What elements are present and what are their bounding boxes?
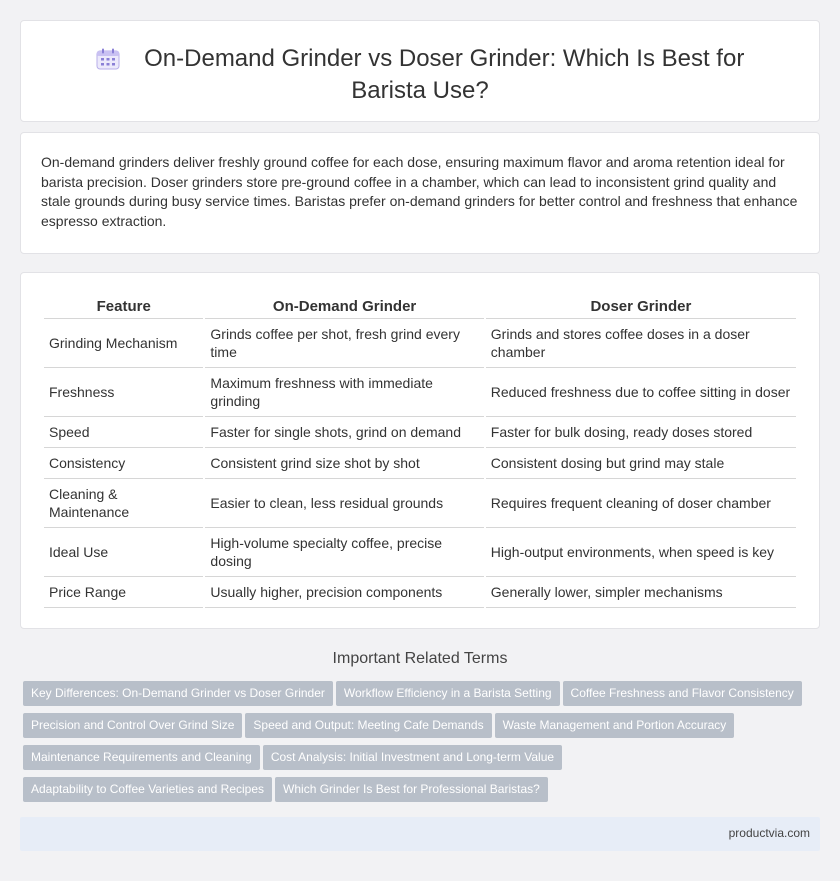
header-card bbox=[20, 20, 820, 122]
related-tag[interactable]: Workflow Efficiency in a Barista Setting bbox=[336, 681, 560, 706]
feature-cell: Freshness bbox=[44, 368, 203, 417]
feature-cell: Grinding Mechanism bbox=[44, 319, 203, 368]
doser-cell: Requires frequent cleaning of doser chamber bbox=[486, 479, 796, 528]
table-row bbox=[44, 368, 796, 417]
page-title: On-Demand Grinder vs Doser Grinder: Which Is Best for Barista Use? bbox=[144, 45, 745, 104]
title-wrap bbox=[61, 43, 779, 107]
doser-cell: Consistent dosing but grind may stale bbox=[486, 448, 796, 479]
table-header-row bbox=[44, 295, 796, 319]
header-on-demand: On-Demand Grinder bbox=[205, 295, 483, 319]
doser-cell: Generally lower, simpler mechanisms bbox=[486, 577, 796, 608]
on-demand-cell: Consistent grind size shot by shot bbox=[205, 448, 483, 479]
header-doser: Doser Grinder bbox=[486, 295, 796, 319]
feature-cell: Cleaning & Maintenance bbox=[44, 479, 203, 528]
related-tag[interactable]: Waste Management and Portion Accuracy bbox=[495, 713, 735, 738]
related-tag[interactable]: Precision and Control Over Grind Size bbox=[23, 713, 242, 738]
on-demand-cell: Easier to clean, less residual grounds bbox=[205, 479, 483, 528]
related-tag[interactable]: Adaptability to Coffee Varieties and Recipes bbox=[23, 777, 272, 802]
comparison-card bbox=[20, 272, 820, 629]
table-row bbox=[44, 417, 796, 448]
related-tag[interactable]: Speed and Output: Meeting Cafe Demands bbox=[245, 713, 491, 738]
table-row bbox=[44, 528, 796, 577]
footer-site-link[interactable]: productvia.com bbox=[728, 826, 810, 840]
feature-cell: Ideal Use bbox=[44, 528, 203, 577]
on-demand-cell: Grinds coffee per shot, fresh grind every time bbox=[205, 319, 483, 368]
feature-cell: Consistency bbox=[44, 448, 203, 479]
header-feature: Feature bbox=[44, 295, 203, 319]
related-tag[interactable]: Coffee Freshness and Flavor Consistency bbox=[563, 681, 802, 706]
table-row bbox=[44, 577, 796, 608]
table-row bbox=[44, 448, 796, 479]
comparison-table bbox=[42, 295, 798, 608]
related-terms-title: Important Related Terms bbox=[332, 650, 508, 667]
related-tag[interactable]: Maintenance Requirements and Cleaning bbox=[23, 745, 260, 770]
on-demand-cell: Usually higher, precision components bbox=[205, 577, 483, 608]
doser-cell: Grinds and stores coffee doses in a doser chamber bbox=[486, 319, 796, 368]
related-tag[interactable]: Key Differences: On-Demand Grinder vs Doser Grinder bbox=[23, 681, 333, 706]
table-row bbox=[44, 479, 796, 528]
intro-paragraph: On-demand grinders deliver freshly ground coffee for each dose, ensuring maximum flavor and aroma retention ideal for barista precision. Doser grinders store pre-ground coffee in a chamber, which can lead to inconsistent grind quality and stale grounds during busy service times. Baristas prefer on-demand grinders for better control and freshness that enhance espresso extraction. bbox=[41, 154, 798, 229]
table-row bbox=[44, 319, 796, 368]
feature-cell: Price Range bbox=[44, 577, 203, 608]
on-demand-cell: Maximum freshness with immediate grinding bbox=[205, 368, 483, 417]
related-tag[interactable]: Which Grinder Is Best for Professional Baristas? bbox=[275, 777, 548, 802]
calendar-grid-icon bbox=[96, 48, 120, 70]
on-demand-cell: High-volume specialty coffee, precise dosing bbox=[205, 528, 483, 577]
doser-cell: Faster for bulk dosing, ready doses stored bbox=[486, 417, 796, 448]
on-demand-cell: Faster for single shots, grind on demand bbox=[205, 417, 483, 448]
related-tag[interactable]: Cost Analysis: Initial Investment and Long-term Value bbox=[263, 745, 562, 770]
doser-cell: Reduced freshness due to coffee sitting in doser bbox=[486, 368, 796, 417]
intro-card bbox=[20, 132, 820, 254]
doser-cell: High-output environments, when speed is key bbox=[486, 528, 796, 577]
feature-cell: Speed bbox=[44, 417, 203, 448]
related-tags bbox=[23, 681, 823, 809]
footer bbox=[20, 817, 820, 851]
